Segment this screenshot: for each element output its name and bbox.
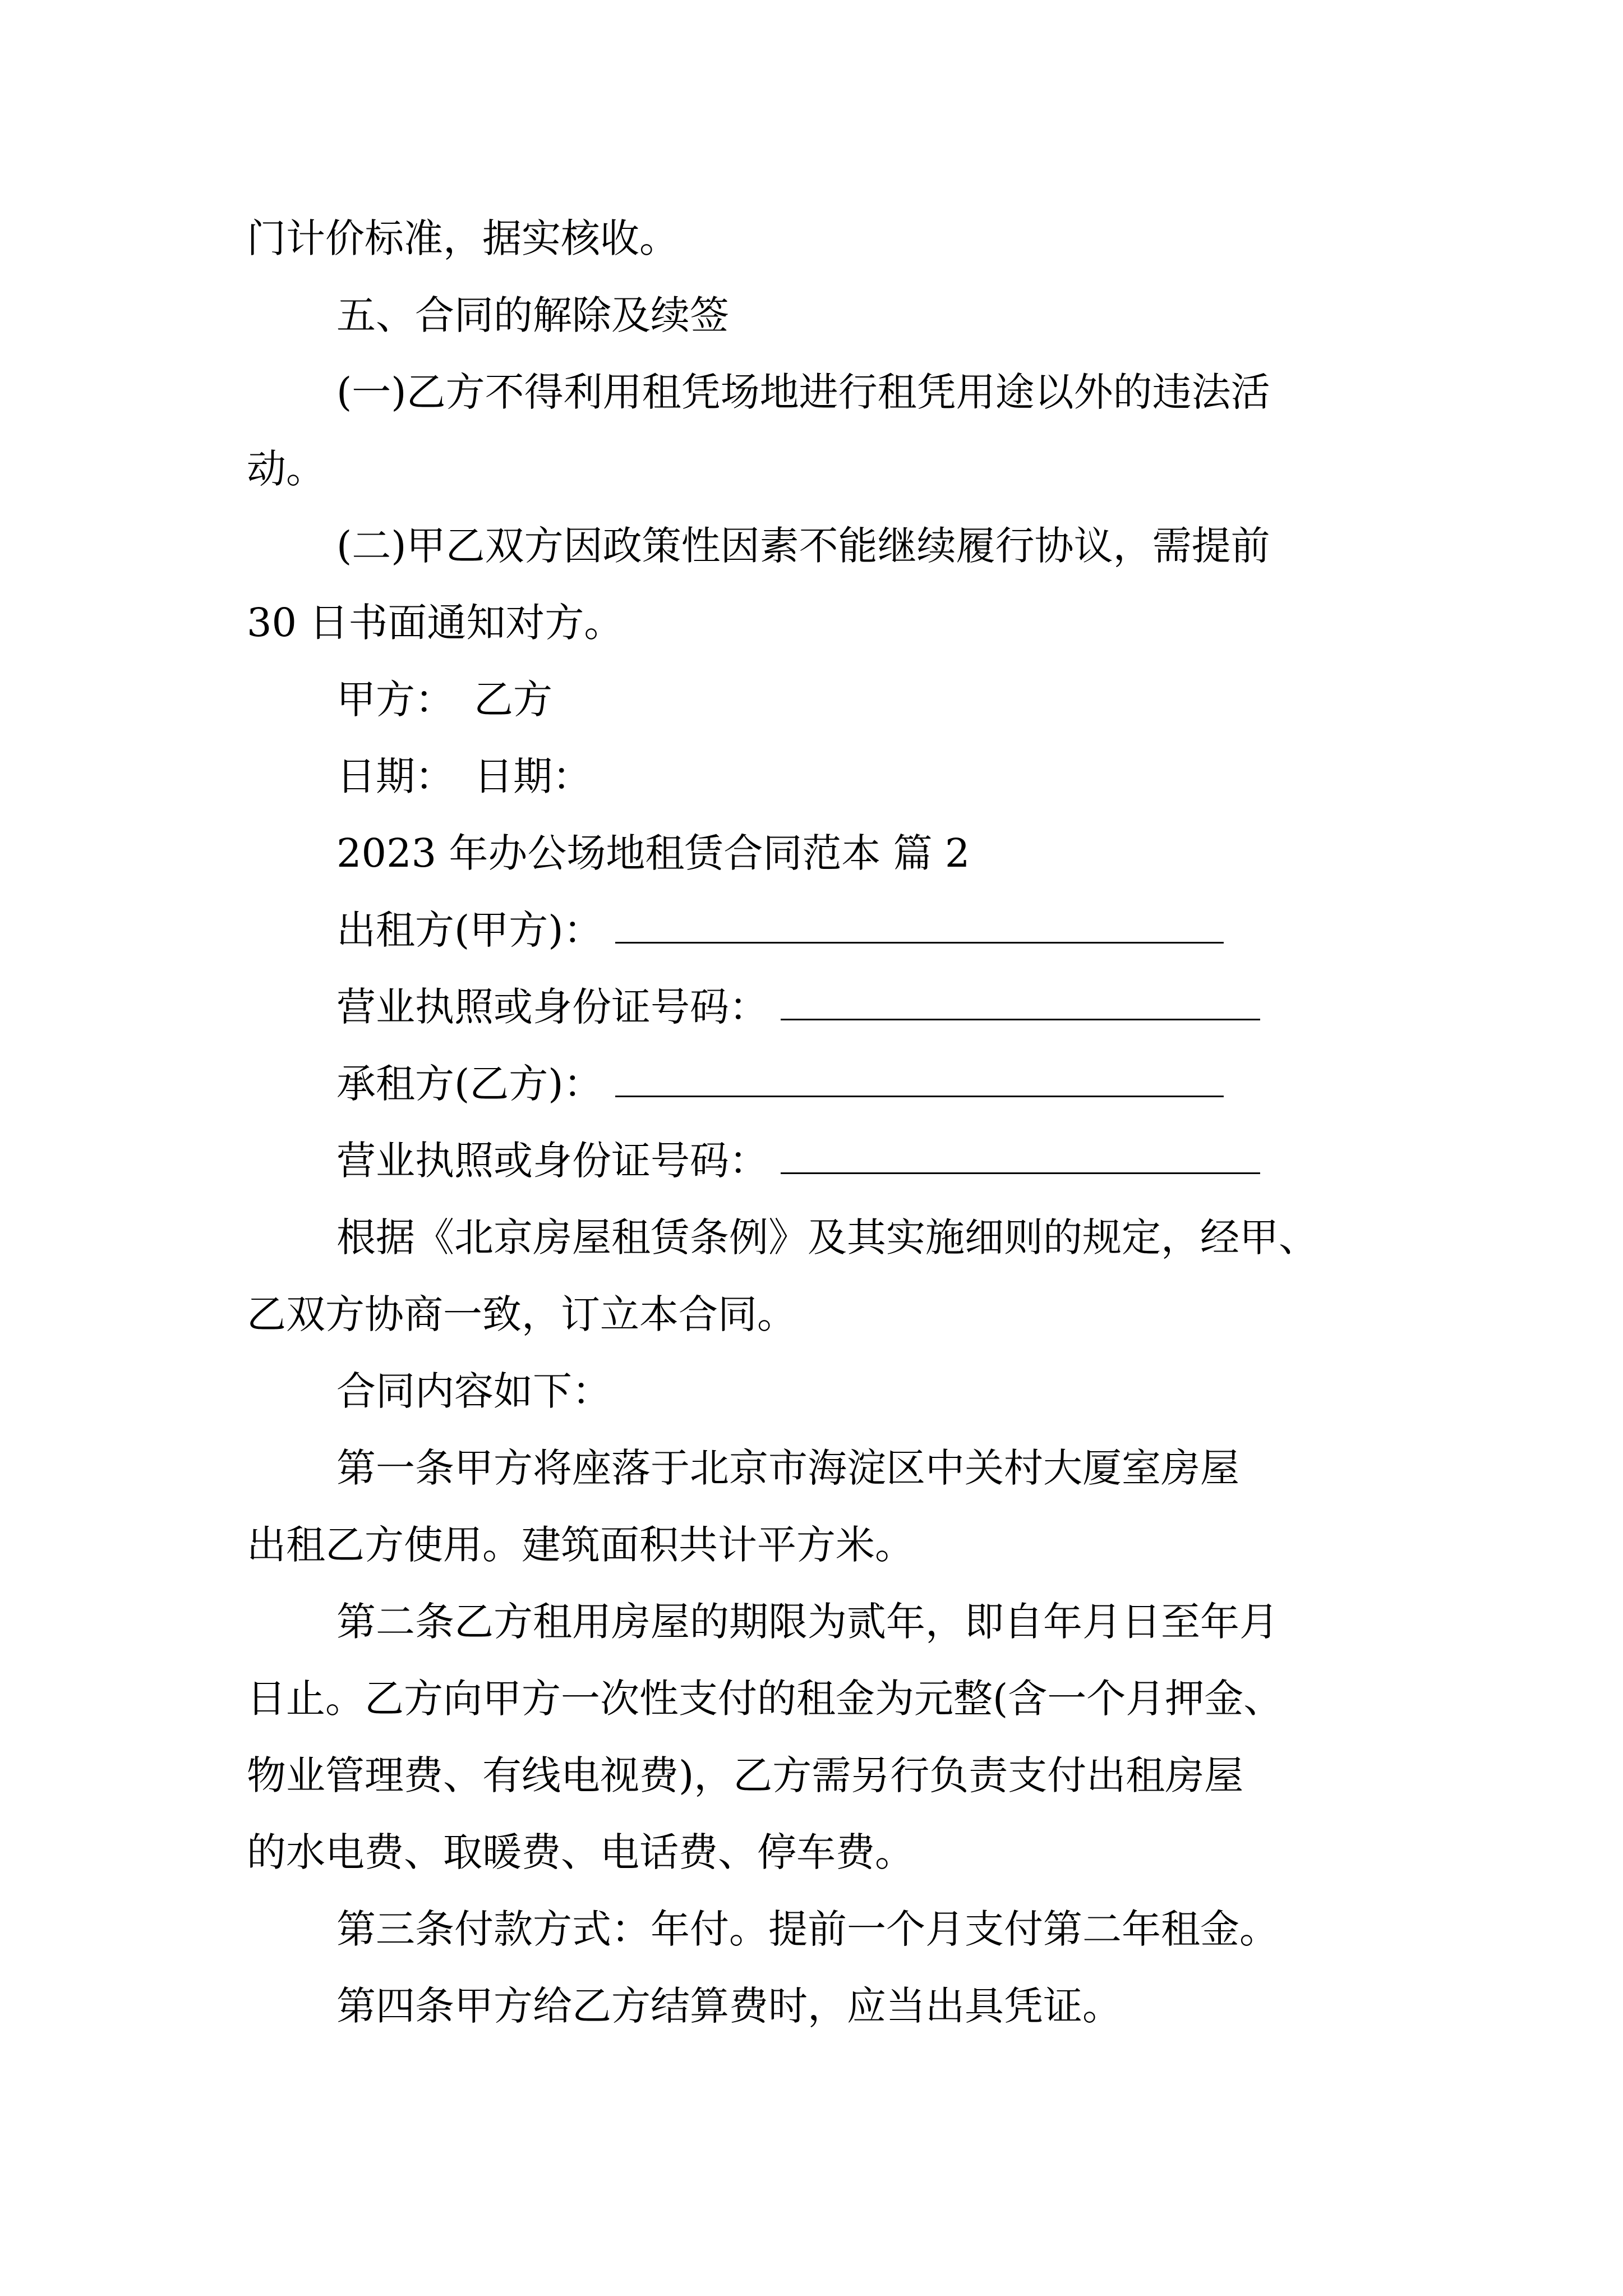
date-signature-line: 日期： 日期： [336, 753, 592, 799]
blank-fill-line [615, 908, 1224, 944]
text-line: (一)乙方不得利用租凭场地进行租凭用途以外的违法活 [336, 369, 1270, 415]
clause-2-line: 第二条乙方租用房屋的期限为贰年，即自年月日至年月 [336, 1599, 1279, 1645]
clause-4-line: 第四条甲方给乙方结算费时，应当出具凭证。 [336, 1983, 1122, 2029]
text-line: 乙双方协商一致，订立本合同。 [247, 1291, 796, 1337]
document-title: 2023 年办公场地租赁合同范本 篇 2 [336, 830, 970, 876]
lessor-label: 出租方(甲方)： [336, 907, 603, 953]
blank-fill-line [615, 1062, 1224, 1097]
lessor-id-field [0, 979, 1623, 1035]
text-line: 合同内容如下： [336, 1368, 611, 1414]
clause-2-line: 物业管理费、有线电视费)，乙方需另行负责支付出租房屋 [247, 1752, 1244, 1798]
lessor-id-label: 营业执照或身份证号码： [336, 984, 768, 1030]
blank-fill-line [781, 1139, 1260, 1174]
blank-fill-line [781, 985, 1260, 1020]
text-line: 根据《北京房屋租赁条例》及其实施细则的规定，经甲、 [336, 1214, 1318, 1260]
text-line: (二)甲乙双方因政策性因素不能继续履行协议，需提前 [336, 523, 1270, 569]
lessee-field [0, 1056, 1623, 1112]
text-line: 30 日书面通知对方。 [247, 600, 624, 646]
clause-3-line: 第三条付款方式：年付。提前一个月支付第二年租金。 [336, 1906, 1279, 1952]
lessee-id-label: 营业执照或身份证号码： [336, 1138, 768, 1184]
lessee-label: 承租方(乙方)： [336, 1061, 603, 1107]
text-line: 门计价标准，据实核收。 [247, 215, 679, 261]
clause-1-line: 第一条甲方将座落于北京市海淀区中关村大厦室房屋 [336, 1445, 1239, 1491]
section-heading: 五、合同的解除及续签 [336, 292, 729, 338]
clause-1-line: 出租乙方使用。建筑面积共计平方米。 [247, 1522, 914, 1568]
text-line: 动。 [247, 446, 325, 492]
clause-2-line: 的水电费、取暖费、电话费、停车费。 [247, 1829, 914, 1875]
clause-2-line: 日止。乙方向甲方一次性支付的租金为元整(含一个月押金、 [247, 1676, 1283, 1722]
party-signature-line: 甲方： 乙方 [336, 677, 552, 723]
lessor-field [0, 902, 1623, 958]
lessee-id-field [0, 1133, 1623, 1189]
